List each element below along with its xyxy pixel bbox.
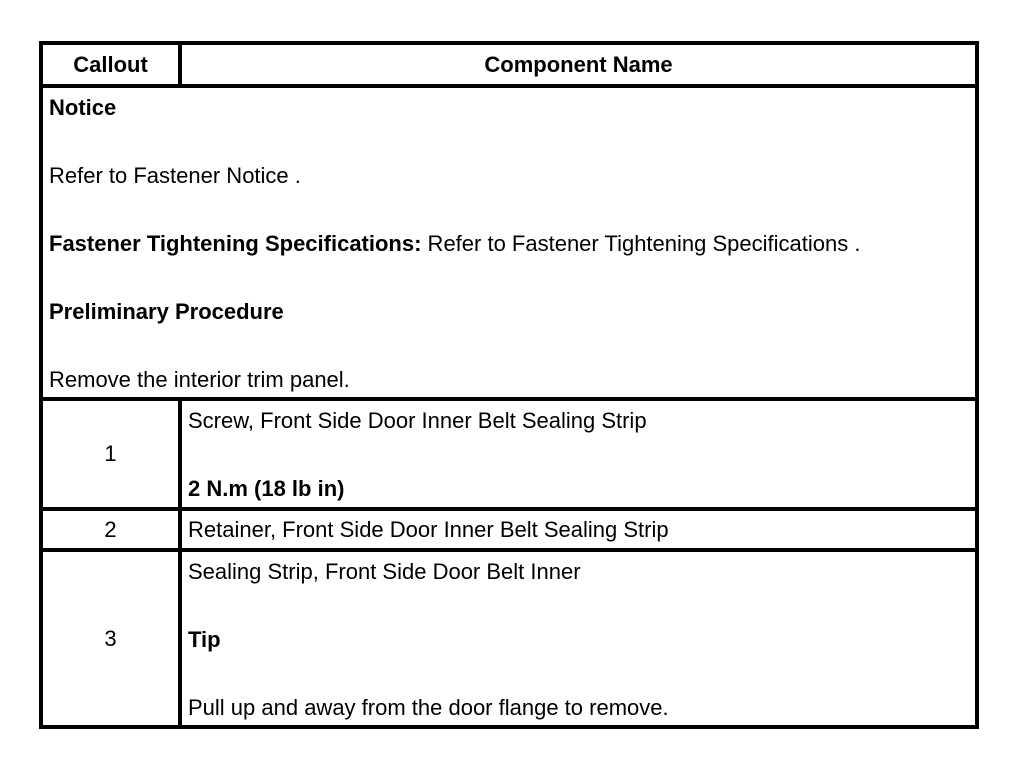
component-cell [180,550,977,727]
notice-cell [41,86,977,399]
callout-cell: 1 [41,399,180,509]
component-name: Screw, Front Side Door Inner Belt Sealing Strip [188,408,647,433]
fastener-spec-text: Refer to Fastener Tightening Specifications . [421,231,861,256]
table-row [41,399,977,509]
fastener-spec-line [49,233,975,255]
fastener-notice-text: Refer to Fastener Notice . [49,163,301,188]
notice-row [41,86,977,399]
callout-cell: 2 [41,509,180,550]
component-name: Sealing Strip, Front Side Door Belt Inner [188,559,581,584]
component-cell [180,509,977,550]
tip-text: Pull up and away from the door flange to remove. [188,695,669,720]
component-table [39,41,979,729]
component-cell [180,399,977,509]
notice-title: Notice [49,95,117,120]
torque-spec: 2 N.m (18 lb in) [188,476,345,501]
header-component-name: Component Name [180,43,977,86]
component-name: Retainer, Front Side Door Inner Belt Sealing Strip [188,517,669,542]
header-callout: Callout [41,43,180,86]
table-row [41,509,977,550]
table-row [41,550,977,727]
tip-label: Tip [188,627,221,652]
preliminary-procedure-title: Preliminary Procedure [49,299,284,324]
fastener-spec-label: Fastener Tightening Specifications: [49,231,422,256]
header-row [41,43,977,86]
preliminary-procedure-text: Remove the interior trim panel. [49,367,350,392]
callout-cell: 3 [41,550,180,727]
